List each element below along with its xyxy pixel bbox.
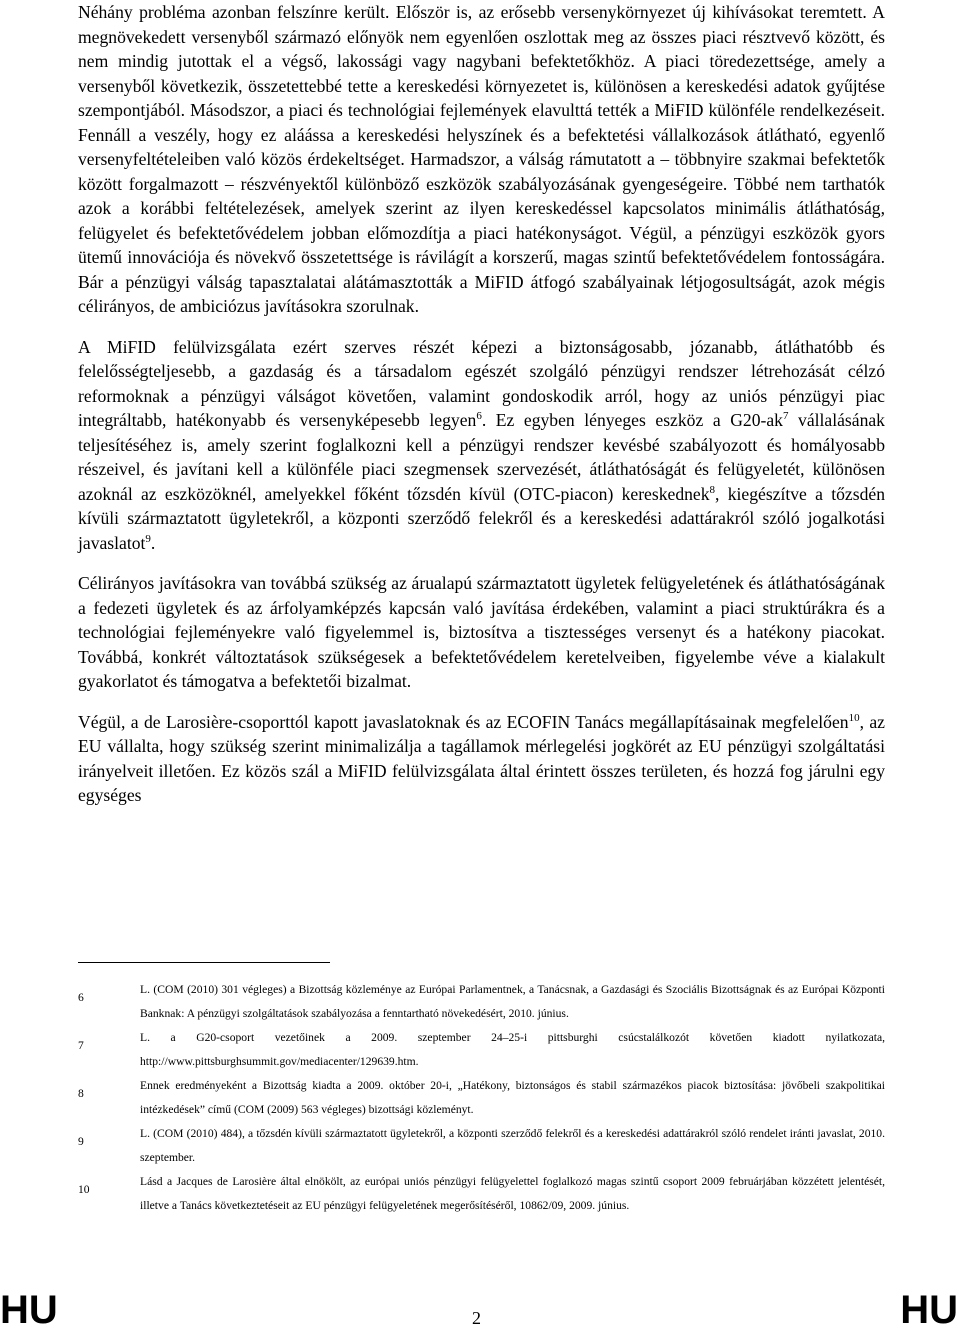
paragraph-1: Néhány probléma azonban felszínre került. Először is, az erősebb versenykörnyezet új kihívásokat teremtett. A megnövekedett versenyből származó előnyök nem egyenlően oszlottak meg az összes piaci résztvevő között, és nem mindig jutottak el a végső, lakossági vagy nagybani befektetőkhöz. A piaci töredezettsége, amely a versenyből következik, összetettebbé tette a kereskedési környezetet is, különösen a kereskedési adatok gyűjtése szempontjából. Másodszor, a piaci és technológiai fejlemények elavulttá tették a MiFID különféle rendelkezéseit. Fennáll a veszély, hogy ez aláássa a kereskedési helyszínek és a befektetési vállalkozások átlátható, egyenlő versenyfeltételeiben való közös érdekeltséget. Harmadszor, a válság rámutatott a – többnyire szakmai befektetők között forgalmazott – részvényektől különböző eszközök szabályozásának gyengeségeire. Többé nem tarthatók azok a korábbi feltételezések, amelyek szerint az ilyen kereskedéssel kapcsolatos minimális átláthatóság, felügyelet és befektetővédelem jobban előmozdítja a piaci hatékonyságot. Végül, a pénzügyi eszközök gyors ütemű innovációja és növekvő összetettsége is rávilágít a korszerű, magas szintű befektetővédelem fontosságára. Bár a pénzügyi válság tapasztalatai alátámasztották a MiFID átfogó szabályainak létjogosultságát, azok mégis célirányos, de ambiciózus javításokra szorulnak. [78, 2, 885, 316]
paragraph-2-text-a: A MiFID felülvizsgálata ezért szerves részét képezi a biztonságosabb, józanabb, átláthatóbb és felelősségteljesebb, a gazdaság és a társadalom egészét szolgáló pénzügyi rendszer létrehozását célzó reformoknak a pénzügyi válságot követően, valamint gondoskodik arról, hogy az uniós pénzügyi piac integráltabb, hatékonyabb és versenyképesebb legyen [78, 336, 885, 430]
footnote-ref-6: 6 [476, 410, 482, 423]
footnote-ref-7: 7 [782, 410, 789, 423]
footnote-text: L. a G20-csoport vezetőinek a 2009. szeptember 24–25-i pittsburghi csúcstalálkozót követően kiadott nyilatkozata, http://www.pittsburghsummit.gov/mediacenter/129639.htm. [140, 1031, 885, 1068]
footnote-7 [78, 1026, 885, 1074]
paragraph-2-text-d: , kiegészítve a tőzsdén kívüli származtatott ügyletekről, a központi szerződő felekről és a kereskedési adattárakról szóló jogalkotási javaslatot [78, 483, 885, 553]
document-body [78, 0, 885, 824]
footnote-ref-10: 10 [848, 711, 860, 724]
paragraph-4 [78, 710, 885, 808]
footnote-ref-8: 8 [709, 483, 716, 496]
footnote-8 [78, 1074, 885, 1122]
paragraph-4-text-b: , az EU vállalta, hogy szükség szerint minimalizálja a tagállamok mérlegelési jogkörét az EU pénzügyi szolgáltatási irányelveit illetően. Ez közös szál a MiFID felülvizsgálata által érintett összes területen, és hozzá fog járulni egy egységes [78, 711, 885, 805]
footnote-number: 7 [78, 1039, 84, 1052]
footnote-9 [78, 1122, 885, 1170]
footnote-text: L. (COM (2010) 301 végleges) a Bizottság közleménye az Európai Parlamentnek, a Tanácsnak, a Gazdasági és Szociális Bizottságnak és az Európai Központi Banknak: A pénzügyi szolgáltatások szabályozása a fenntartható növekedésért, 2010. június. [140, 983, 885, 1020]
paragraph-4-text-a: Végül, a de Larosière-csoporttól kapott javaslatoknak és az ECOFIN Tanács megállapításainak megfelelően [78, 711, 849, 732]
footnotes [78, 978, 885, 1218]
paragraph-2 [78, 335, 885, 556]
footnote-number: 10 [78, 1183, 90, 1196]
footnote-10 [78, 1170, 885, 1218]
footnote-text: Ennek eredményeként a Bizottság kiadta a 2009. október 20-i, „Hatékony, biztonságos és stabil származékos piacok biztosítása: jövőbeli szakpolitikai intézkedések” című (COM (2009) 563 végleges) bizottsági közleményt. [140, 1079, 885, 1116]
footnote-ref-9: 9 [145, 532, 151, 545]
footnote-6 [78, 978, 885, 1026]
footnote-number: 8 [78, 1087, 84, 1100]
footer-language-left: HU [0, 1288, 58, 1332]
paragraph-2-text-c: vállalásának teljesítéséhez is, amely szerint foglalkozni kell a pénzügyi rendszer kevésbé szabályozott és homályosabb részeivel, és javítani kell a különféle piaci szegmensek szervezését, átláthatóságát és felügyeletét, különösen azoknál az eszközöknél, amelyekkel főként tőzsdén kívül (OTC-piacon) kereskednek [78, 410, 885, 504]
footnote-text: Lásd a Jacques de Larosière által elnökölt, az európai uniós pénzügyi felügyelettel foglalkozó magas szintű csoport 2009 februárjában közzétett jelentését, illetve a Tanács következtetéseit az EU pénzügyi felügyeletének megerősítéséről, 10862/09, 2009. június. [140, 1175, 885, 1212]
footnote-number: 9 [78, 1135, 84, 1148]
footnote-separator [78, 962, 330, 963]
paragraph-2-text-b: . Ez egyben lényeges eszköz a G20-ak [481, 410, 783, 430]
footnote-number: 6 [78, 991, 84, 1004]
paragraph-2-text-e: . [150, 532, 156, 553]
page-number: 2 [472, 1308, 481, 1328]
footnote-text: L. (COM (2010) 484), a tőzsdén kívüli származtatott ügyletekről, a központi szerződő felekről és a kereskedési adattárakról szóló rendelet iránti javaslat, 2010. szeptember. [140, 1127, 885, 1164]
paragraph-3: Célirányos javításokra van továbbá szükség az árualapú származtatott ügyletek felügyeletének és átláthatóságának a fedezeti ügyletek és az árfolyamképzés kapcsán való javítása érdekében, valamint a piaci struktúrákra és a technológiai fejleményekre való figyelemmel is, biztosítva a tisztességes versenyt és a hatékony piacokat. Továbbá, konkrét változtatások szükségesek a befektetővédelem keretelveiben, figyelembe véve a kialakult gyakorlatot és támogatva a befektetői bizalmat. [78, 573, 885, 691]
footer-language-right: HU [900, 1288, 958, 1332]
